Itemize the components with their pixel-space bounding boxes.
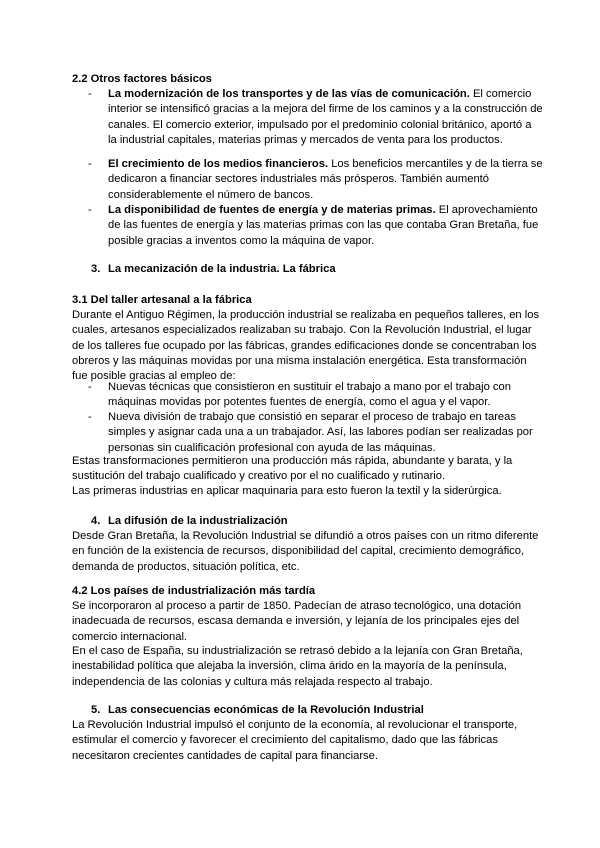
section-number: 3.: [91, 263, 101, 275]
section-4-2-heading: 4.2 Los países de industrialización más tardía: [72, 585, 316, 597]
bullet-text: Nuevas técnicas que consistieron en sustituir el trabajo a mano por el trabajo con máquinas movidas por potentes fuentes de energía, como el agua y el vapor.: [108, 381, 511, 409]
list-item: [88, 157, 543, 203]
section-3-1-intro: Durante el Antiguo Régimen, la producción industrial se realizaba en pequeños talleres, en los cuales, artesanos especializados realizaban su trabajo. Con la Revolución Industrial, el lugar de los talleres fue ocupado por las fábricas, grandes edificaciones donde se concentraban los obreros y las máquinas movidas por una misma instalación energética. Esta transformación fue posible gracias al empleo de:: [72, 309, 540, 383]
section-3-1-paragraph: Estas transformaciones permitieron una producción más rápida, abundante y barata, y la sustitución del trabajo cualificado y creativo por el no cualificado y rutinario.: [72, 455, 513, 483]
bullet-bold-lead: El crecimiento de los medios financieros.: [108, 158, 329, 170]
bullet-text: El aprovechamiento de las fuentes de energía y las materias primas con las que contaba Gran Bretaña, fue posible gracias a inventos como la máquina de vapor.: [108, 204, 539, 247]
list-item: [88, 203, 543, 249]
bullet-dash: -: [88, 381, 92, 393]
section-number: 4.: [91, 515, 101, 527]
section-2-2-heading: 2.2 Otros factores básicos: [72, 73, 212, 85]
bullet-dash: -: [88, 411, 92, 423]
section-4-2-paragraph: Se incorporaron al proceso a partir de 1850. Padecían de atraso tecnológico, una dotación inadecuada de recursos, escasa demanda e inversión, y lejanía de los principales ejes del comercio internacional.: [72, 600, 522, 643]
section-4-paragraph: Desde Gran Bretaña, la Revolución Industrial se difundió a otros países con un ritmo diferente en función de la existencia de recursos, disponibilidad del capital, crecimiento demográfico, demanda de productos, situación política, etc.: [72, 530, 539, 573]
section-4-heading: [91, 514, 288, 529]
section-3-1-paragraph: Las primeras industrias en aplicar maquinaria para esto fueron la textil y la siderúrgica.: [72, 485, 502, 497]
section-number: 5.: [91, 704, 101, 716]
list-item: [88, 410, 543, 456]
section-3-heading: [91, 262, 336, 277]
bullet-dash: -: [88, 88, 92, 100]
bullet-bold-lead: La modernización de los transportes y de las vías de comunicación.: [108, 88, 470, 100]
bullet-text: Nueva división de trabajo que consistió en separar el proceso de trabajo en tareas simples y asignar cada una a un trabajador. Así, las labores podían ser realizadas por personas sin cualificación profesional con ayuda de las máquinas.: [108, 411, 533, 454]
list-item: [88, 87, 543, 148]
section-5-paragraph: La Revolución Industrial impulsó el conjunto de la economía, al revolucionar el transporte, estimular el comercio y favorecer el crecimiento del capitalismo, dado que las fábricas necesitaron crecientes cantidades de capital para financiarse.: [72, 719, 518, 762]
bullet-text: Los beneficios mercantiles y de la tierra se dedicaron a financiar sectores industriales más prósperos. También aumentó considerablemente el número de bancos.: [108, 158, 543, 201]
section-title: La difusión de la industrialización: [108, 515, 288, 527]
bullet-text: El comercio interior se intensificó gracias a la mejora del firme de los caminos y a la construcción de canales. El comercio exterior, impulsado por el predominio colonial británico, aportó a la industrial capitales, materias primas y mercados de venta para los productos.: [108, 88, 543, 146]
section-title: Las consecuencias económicas de la Revolución Industrial: [108, 704, 424, 716]
bullet-dash: -: [88, 204, 92, 216]
section-title: La mecanización de la industria. La fábrica: [108, 263, 336, 275]
bullet-bold-lead: La disponibilidad de fuentes de energía y de materias primas.: [108, 204, 436, 216]
section-4-2-paragraph: En el caso de España, su industrialización se retrasó debido a la lejanía con Gran Bretaña, inestabilidad política que alejaba la inversión, clima árido en la mayoría de la península, independencia de las colonias y cultura más relajada respecto al trabajo.: [72, 645, 523, 688]
bullet-dash: -: [88, 158, 92, 170]
section-3-1-heading: 3.1 Del taller artesanal a la fábrica: [72, 294, 252, 306]
section-5-heading: [91, 703, 424, 718]
list-item: [88, 380, 543, 411]
